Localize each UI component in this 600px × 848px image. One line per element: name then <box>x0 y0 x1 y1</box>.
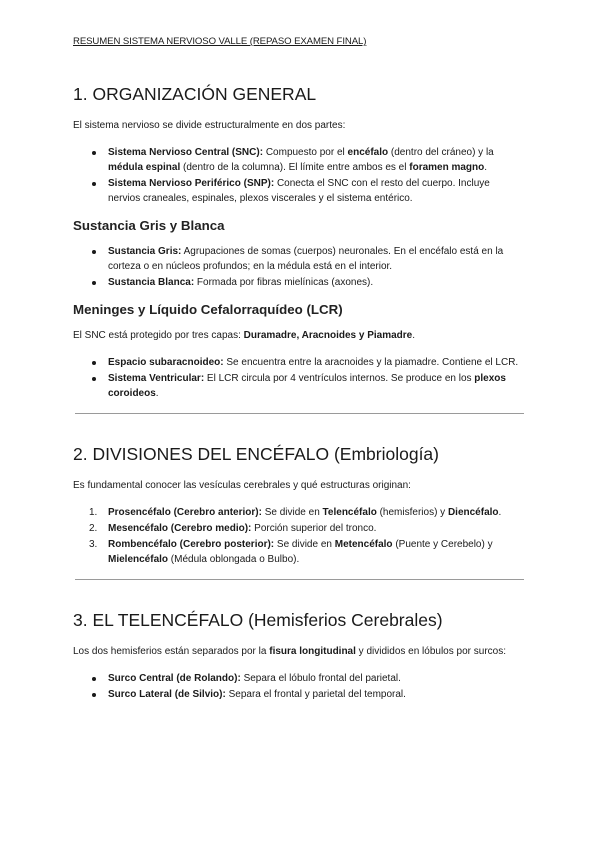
section-1-list <box>73 145 524 206</box>
section-2-list <box>73 505 524 567</box>
list-item-mesencefalo: 2. Mesencéfalo (Cerebro medio): Porción superior del tronco. <box>89 523 377 534</box>
subsection-meninges-intro: El SNC está protegido por tres capas: Duramadre, Aracnoides y Piamadre. <box>73 330 416 341</box>
subsection-meninges-heading: Meninges y Líquido Cefalorraquídeo (LCR) <box>73 302 343 317</box>
subsection-meninges-list <box>73 355 524 401</box>
list-item-sustancia-gris: Sustancia Gris: Agrupaciones de somas (cuerpos) neuronales. En el encéfalo está en la corteza o en núcleos profundos; en la médula está en el interior. <box>108 244 524 274</box>
section-3-intro: Los dos hemisferios están separados por la fisura longitudinal y divididos en lóbulos por surcos: <box>73 646 506 657</box>
section-1-intro: El sistema nervioso se divide estructuralmente en dos partes: <box>73 120 346 131</box>
list-item-sistema-ventricular: Sistema Ventricular: El LCR circula por 4 ventrículos internos. Se produce en los plexos coroideos. <box>108 371 524 401</box>
section-divider <box>75 579 524 580</box>
list-item-espacio-subaracnoideo: Espacio subaracnoideo: Se encuentra entre la aracnoides y la piamadre. Contiene el LCR. <box>108 355 524 370</box>
subsection-gris-blanca-heading: Sustancia Gris y Blanca <box>73 218 225 233</box>
document-title: RESUMEN SISTEMA NERVIOSO VALLE (REPASO EXAMEN FINAL) <box>73 36 367 47</box>
list-item-sustancia-blanca: Sustancia Blanca: Formada por fibras mielínicas (axones). <box>108 275 524 290</box>
section-3-heading: 3. EL TELENCÉFALO (Hemisferios Cerebrales) <box>73 610 443 630</box>
list-item-rombencefalo: 3. Rombencéfalo (Cerebro posterior): Se divide en Metencéfalo (Puente y Cerebelo) y Mielencéfalo (Médula oblongada o Bulbo). <box>89 539 493 565</box>
list-item-snp: Sistema Nervioso Periférico (SNP): Conecta el SNC con el resto del cuerpo. Incluye nervios craneales, espinales, plexos viscerales y el sistema entérico. <box>108 176 524 206</box>
list-item-prosencefalo: 1. Prosencéfalo (Cerebro anterior): Se divide en Telencéfalo (hemisferios) y Diencéfalo. <box>89 507 502 518</box>
section-2-intro: Es fundamental conocer las vesículas cerebrales y qué estructuras originan: <box>73 480 411 491</box>
list-item-snc: Sistema Nervioso Central (SNC): Compuesto por el encéfalo (dentro del cráneo) y la médula espinal (dentro de la columna). El límite entre ambos es el foramen magno. <box>108 145 524 175</box>
section-3-list <box>73 671 524 702</box>
section-divider <box>75 413 524 414</box>
list-item-surco-central: Surco Central (de Rolando): Separa el lóbulo frontal del parietal. <box>108 671 524 686</box>
section-2-heading: 2. DIVISIONES DEL ENCÉFALO (Embriología) <box>73 444 439 464</box>
section-1-heading: 1. ORGANIZACIÓN GENERAL <box>73 84 317 104</box>
list-item-surco-lateral: Surco Lateral (de Silvio): Separa el frontal y parietal del temporal. <box>108 687 524 702</box>
subsection-gris-blanca-list <box>73 244 524 290</box>
